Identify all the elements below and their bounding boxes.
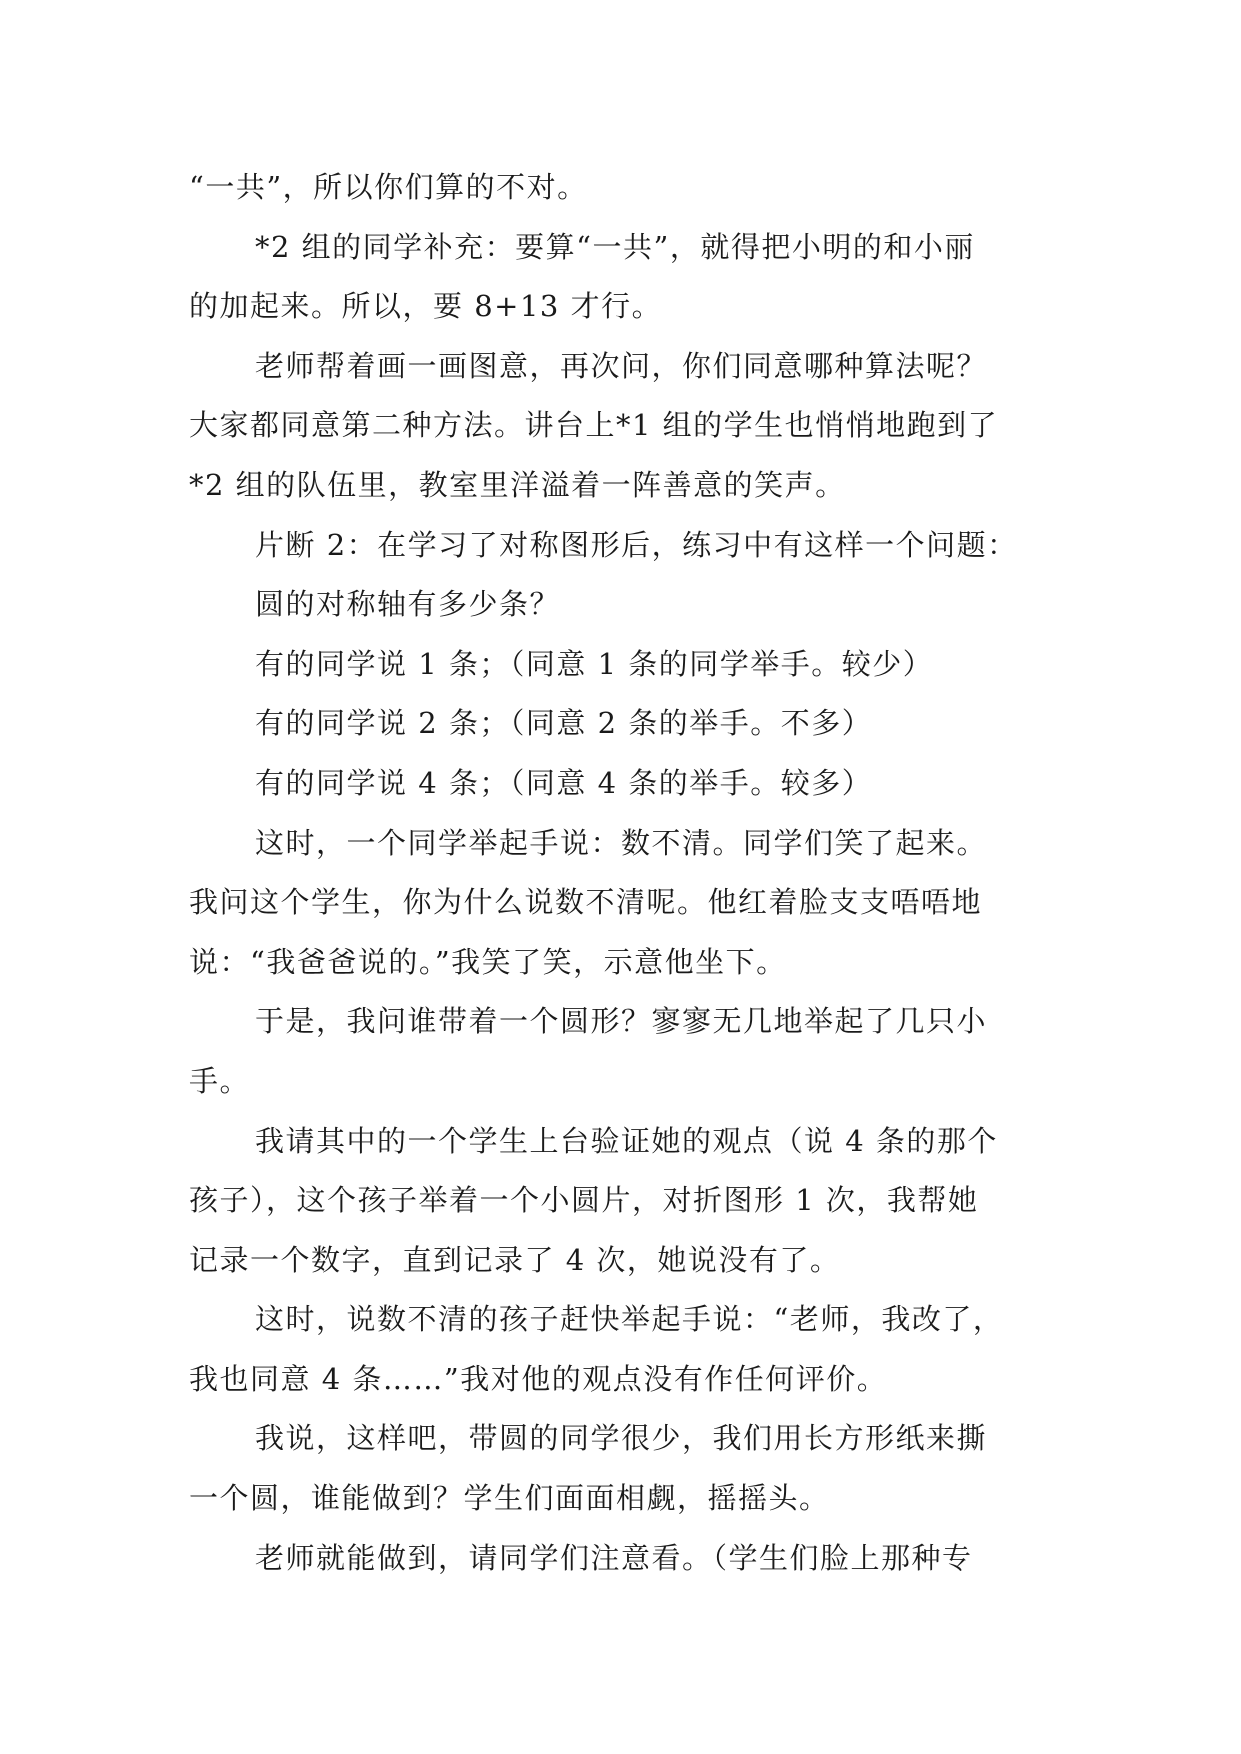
text-line: 圆的对称轴有多少条？ (255, 587, 561, 622)
text-line: “一共”，所以你们算的不对。 (189, 170, 588, 204)
text-line: 记录一个数字，直到记录了 4 次，她说没有了。 (189, 1242, 841, 1277)
text-line: 这时，一个同学举起手说：数不清。同学们笑了起来。 (255, 825, 988, 860)
text-line: 老师帮着画一画图意，再次问，你们同意哪种算法呢？ (255, 348, 988, 383)
text-line: 老师就能做到，请同学们注意看。（学生们脸上那种专 (255, 1540, 973, 1575)
text-line: 有的同学说 2 条；（同意 2 条的举手。不多） (255, 706, 873, 741)
text-line: 有的同学说 4 条；（同意 4 条的举手。较多） (255, 765, 873, 800)
text-line: 有的同学说 1 条；（同意 1 条的同学举手。较少） (255, 646, 934, 681)
document-body (189, 158, 1059, 1588)
text-line: 一个圆，谁能做到？学生们面面相觑，摇摇头。 (189, 1481, 830, 1516)
text-line: 我说，这样吧，带圆的同学很少，我们用长方形纸来撕 (255, 1421, 988, 1456)
text-line: 于是，我问谁带着一个圆形？寥寥无几地举起了几只小 (255, 1004, 988, 1039)
text-line: 我也同意 4 条……”我对他的观点没有作任何评价。 (189, 1361, 888, 1396)
text-line: 手。 (189, 1063, 251, 1098)
text-line: *2 组的同学补充：要算“一共”，就得把小明的和小丽 (255, 229, 975, 264)
text-line: 这时，说数不清的孩子赶快举起手说：“老师，我改了， (255, 1302, 1004, 1337)
text-line: 大家都同意第二种方法。讲台上*1 组的学生也悄悄地跑到了 (189, 408, 999, 443)
text-line: 的加起来。所以，要 8+13 才行。 (189, 289, 663, 324)
text-line: 孩子），这个孩子举着一个小圆片，对折图形 1 次，我帮她 (189, 1183, 979, 1218)
text-line: 我请其中的一个学生上台验证她的观点（说 4 条的那个 (255, 1123, 998, 1158)
text-line: 我问这个学生，你为什么说数不清呢。他红着脸支支唔唔地 (189, 885, 983, 920)
text-line: 说：“我爸爸说的。”我笑了笑，示意他坐下。 (189, 944, 787, 979)
text-line: *2 组的队伍里，教室里洋溢着一阵善意的笑声。 (189, 467, 846, 502)
text-line: 片断 2：在学习了对称图形后，练习中有这样一个问题： (255, 527, 1018, 562)
